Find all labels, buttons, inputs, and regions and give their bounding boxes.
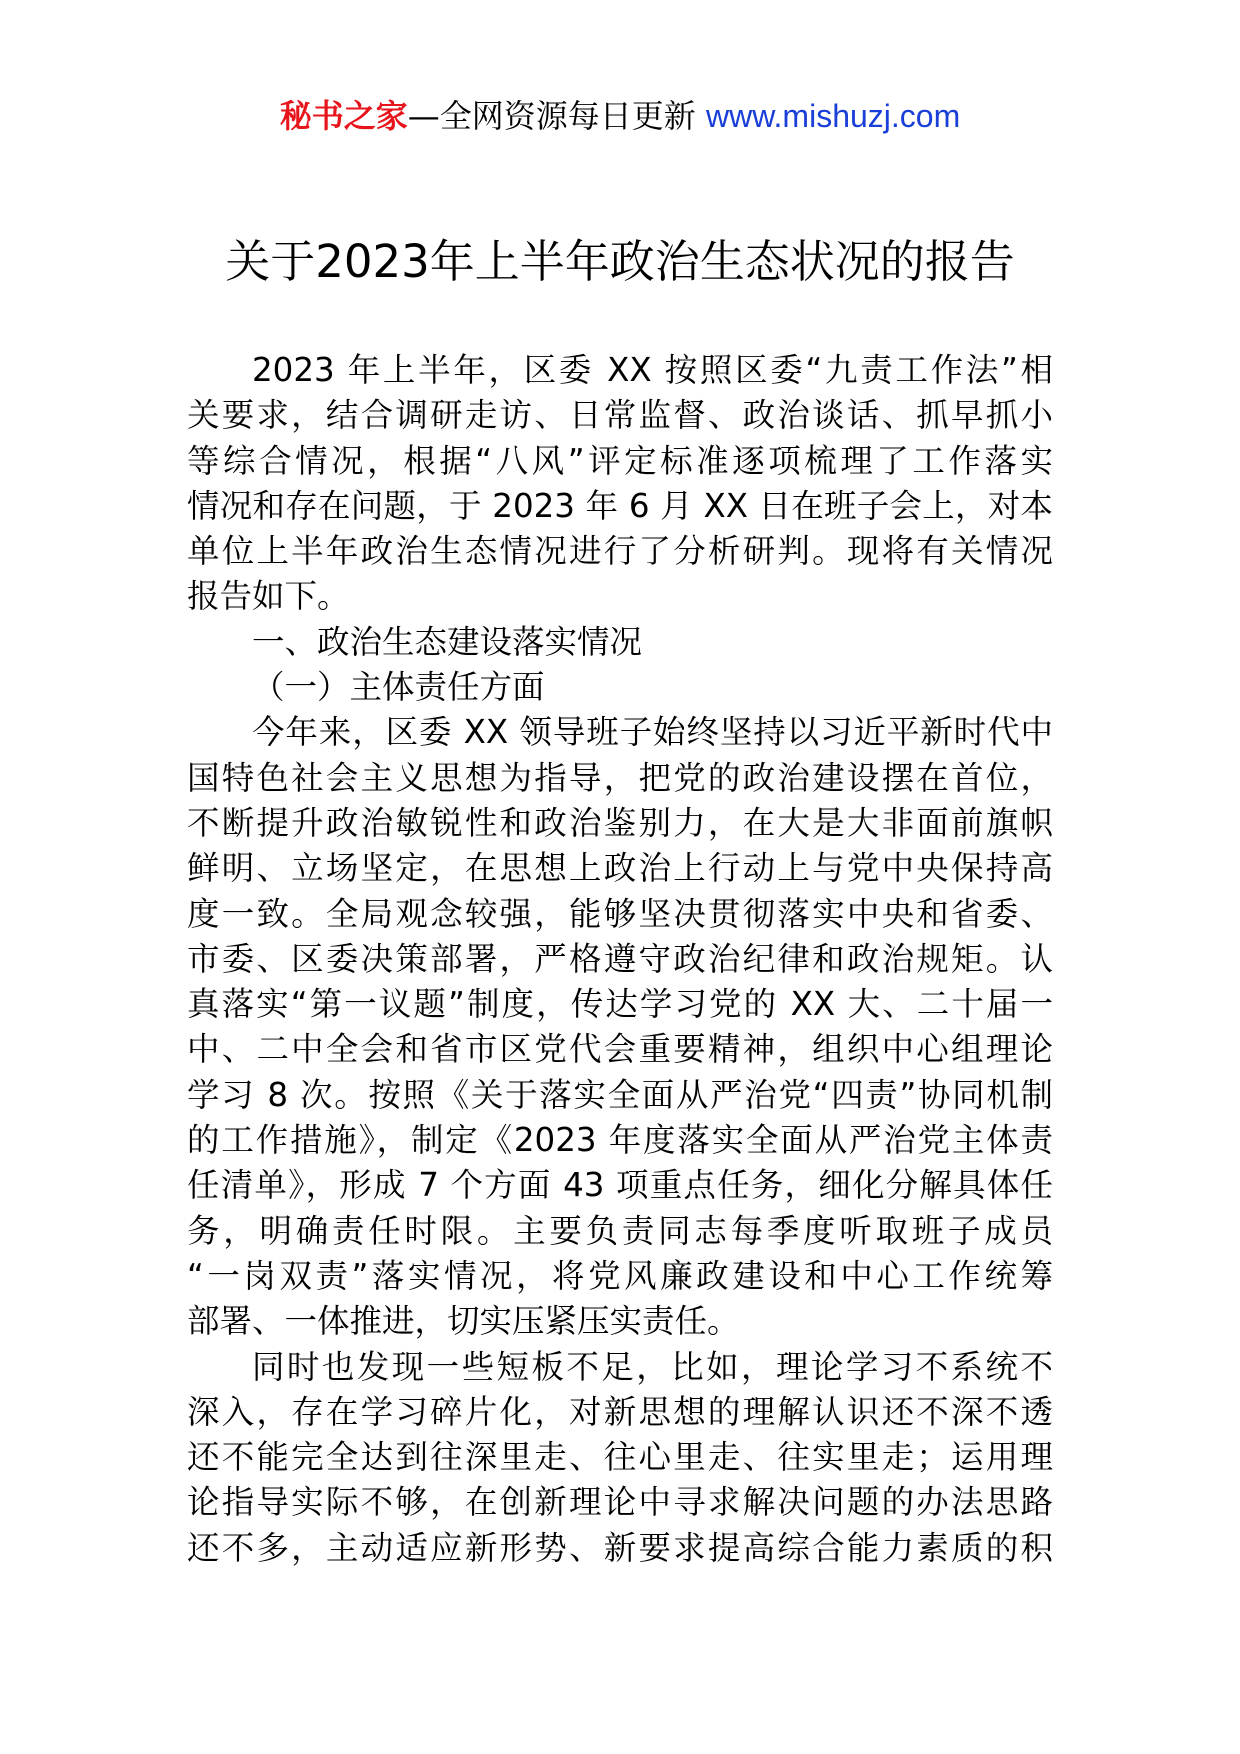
- text-line: 还不多，主动适应新形势、新要求提高综合能力素质的积: [187, 1528, 1053, 1567]
- section-heading: 一、政治生态建设落实情况: [252, 622, 643, 661]
- text-line: 报告如下。: [187, 577, 350, 616]
- text-line: 深入，存在学习碎片化，对新思想的理解认识还不深不透: [187, 1392, 1053, 1431]
- text-line: 的工作措施》，制定《2023 年度落实全面从严治党主体责: [187, 1121, 1053, 1160]
- text-line: “一岗双责”落实情况，将党风廉政建设和中心工作统筹: [187, 1256, 1053, 1295]
- text-line: 情况和存在问题，于 2023 年 6 月 XX 日在班子会上，对本: [187, 486, 1053, 525]
- text-line: 市委、区委决策部署，严格遵守政治纪律和政治规矩。认: [187, 939, 1053, 978]
- text-line: 今年来，区委 XX 领导班子始终坚持以习近平新时代中: [252, 713, 1053, 752]
- text-line: 国特色社会主义思想为指导，把党的政治建设摆在首位，: [187, 758, 1053, 797]
- site-url-link[interactable]: www.mishuzj.com: [705, 98, 961, 134]
- text-line: 务，明确责任时限。主要负责同志每季度听取班子成员: [187, 1211, 1053, 1250]
- text-line: 真落实“第一议题”制度，传达学习党的 XX 大、二十届一: [187, 985, 1053, 1024]
- document-body: [187, 348, 1053, 1571]
- text-line: 关要求，结合调研走访、日常监督、政治谈话、抓早抓小: [187, 396, 1053, 435]
- paragraph-intro: [187, 348, 1053, 620]
- paragraph-main-responsibility: [187, 710, 1053, 1344]
- text-line: 任清单》，形成 7 个方面 43 项重点任务，细化分解具体任: [187, 1166, 1053, 1205]
- text-line: 部署、一体推进，切实压紧压实责任。: [187, 1302, 740, 1341]
- site-brand: 秘书之家: [279, 97, 408, 135]
- site-header: [0, 96, 1240, 136]
- text-line: 不断提升政治敏锐性和政治鉴别力，在大是大非面前旗帜: [187, 803, 1053, 842]
- paragraph-shortcomings: [187, 1345, 1053, 1571]
- subsection-heading: （一）主体责任方面: [252, 668, 545, 707]
- text-line: 鲜明、立场坚定，在思想上政治上行动上与党中央保持高: [187, 849, 1053, 888]
- text-line: 同时也发现一些短板不足，比如，理论学习不系统不: [252, 1347, 1053, 1386]
- text-line: 度一致。全局观念较强，能够坚决贯彻落实中央和省委、: [187, 894, 1053, 933]
- text-line: 单位上半年政治生态情况进行了分析研判。现将有关情况: [187, 532, 1053, 571]
- site-tagline: —全网资源每日更新: [407, 97, 706, 135]
- text-line: 2023 年上半年，区委 XX 按照区委“九责工作法”相: [252, 351, 1053, 389]
- text-line: 中、二中全会和省市区党代会重要精神，组织中心组理论: [187, 1030, 1053, 1069]
- text-line: 等综合情况，根据“八风”评定标准逐项梳理了工作落实: [187, 441, 1053, 480]
- text-line: 还不能完全达到往深里走、往心里走、往实里走；运用理: [187, 1438, 1053, 1477]
- document-title: 关于2023年上半年政治生态状况的报告: [225, 235, 1015, 288]
- text-line: 学习 8 次。按照《关于落实全面从严治党“四责”协同机制: [187, 1075, 1053, 1114]
- text-line: 论指导实际不够，在创新理论中寻求解决问题的办法思路: [187, 1483, 1053, 1522]
